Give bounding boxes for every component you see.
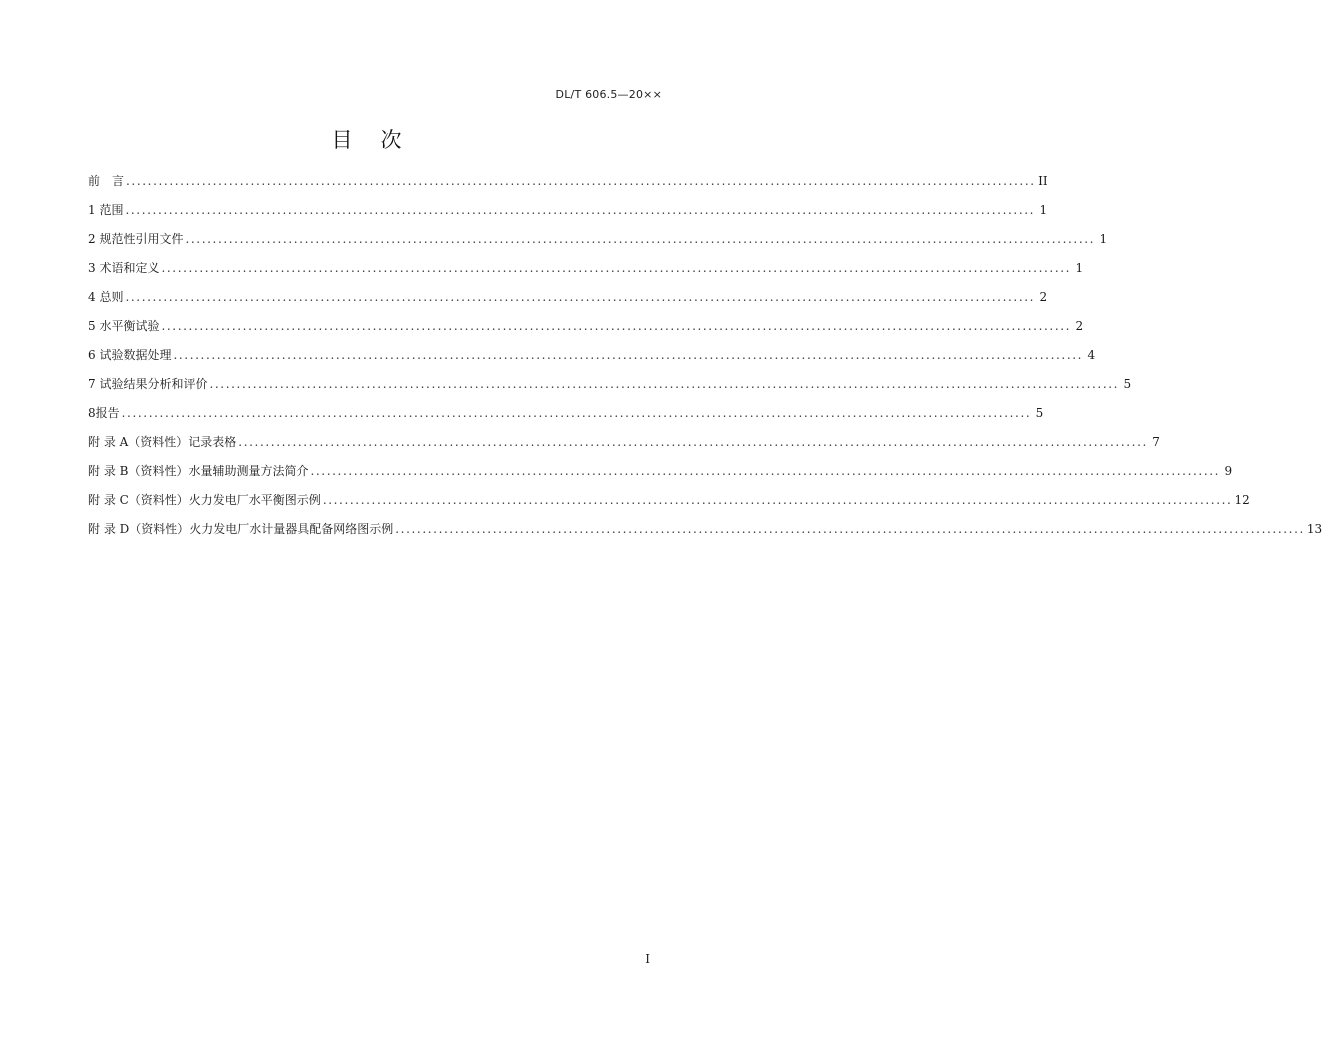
toc-leader-dots: ........................................................................................................................................................................	[395, 522, 1305, 536]
toc-entry-terms-definitions[interactable]	[88, 257, 1084, 286]
toc-entry-annex-d[interactable]	[88, 518, 1322, 547]
toc-title: 目次	[331, 128, 430, 152]
toc-entry-page: 9	[1224, 464, 1233, 478]
toc-entry-page: 5	[1035, 406, 1044, 420]
toc-entry-general[interactable]	[88, 286, 1048, 315]
toc-entry-data-processing[interactable]	[88, 344, 1096, 373]
toc-entry-water-balance-test[interactable]	[88, 315, 1084, 344]
toc-entry-label: 附 录 C（资料性）火力发电厂水平衡图示例	[88, 493, 321, 507]
toc-entry-page: 5	[1123, 377, 1132, 391]
toc-entry-page: 4	[1087, 348, 1096, 362]
toc-leader-dots: ........................................................................................................................................................................	[185, 232, 1096, 246]
toc-entry-label: 5 水平衡试验	[88, 319, 160, 333]
toc-entry-label: 4 总则	[88, 290, 124, 304]
toc-leader-dots: ........................................................................................................................................................................	[121, 406, 1032, 420]
toc-leader-dots: ........................................................................................................................................................................	[322, 493, 1233, 507]
toc-entry-label: 附 录 D（资料性）火力发电厂水计量器具配备网络图示例	[88, 522, 394, 536]
toc-entry-page: 7	[1152, 435, 1160, 449]
toc-entry-label: 附 录 A（资料性）记录表格	[88, 435, 237, 449]
toc-entry-normative-references[interactable]	[88, 228, 1108, 257]
page-number: I	[645, 952, 650, 966]
toc-leader-dots: ........................................................................................................................................................................	[125, 290, 1036, 304]
toc-entry-page: 1	[1075, 261, 1084, 275]
toc-leader-dots: ........................................................................................................................................................................	[310, 464, 1221, 478]
toc-entry-label: 7 试验结果分析和评价	[88, 377, 208, 391]
toc-entry-report[interactable]	[88, 402, 1044, 431]
toc-leader-dots: ........................................................................................................................................................................	[209, 377, 1120, 391]
toc-entry-label: 2 规范性引用文件	[88, 232, 184, 246]
toc-leader-dots: ........................................................................................................................................................................	[125, 203, 1036, 217]
document-code: DL/T 606.5—20××	[555, 88, 662, 101]
toc-entry-label: 前 言	[88, 174, 125, 188]
toc-entry-page: 1	[1099, 232, 1108, 246]
table-of-contents	[88, 170, 1322, 547]
toc-entry-label: 6 试验数据处理	[88, 348, 172, 362]
toc-entry-page: 13	[1306, 522, 1322, 536]
toc-leader-dots: ........................................................................................................................................................................	[161, 261, 1072, 275]
toc-entry-page: II	[1038, 174, 1048, 188]
toc-leader-dots: ........................................................................................................................................................................	[126, 174, 1036, 188]
toc-entry-label: 1 范围	[88, 203, 124, 217]
toc-entry-result-analysis[interactable]	[88, 373, 1132, 402]
toc-entry-page: 1	[1039, 203, 1048, 217]
toc-entry-foreword[interactable]	[88, 170, 1048, 199]
toc-leader-dots: ........................................................................................................................................................................	[161, 319, 1072, 333]
toc-entry-label: 8报告	[88, 406, 120, 420]
toc-leader-dots: ........................................................................................................................................................................	[238, 435, 1148, 449]
toc-entry-label: 3 术语和定义	[88, 261, 160, 275]
toc-entry-label: 附 录 B（资料性）水量辅助测量方法简介	[88, 464, 309, 478]
toc-entry-annex-c[interactable]	[88, 489, 1250, 518]
toc-entry-scope[interactable]	[88, 199, 1048, 228]
toc-entry-annex-a[interactable]	[88, 431, 1160, 460]
toc-leader-dots: ........................................................................................................................................................................	[173, 348, 1084, 362]
toc-entry-page: 2	[1039, 290, 1048, 304]
toc-entry-page: 2	[1075, 319, 1084, 333]
toc-entry-page: 12	[1234, 493, 1250, 507]
toc-entry-annex-b[interactable]	[88, 460, 1233, 489]
